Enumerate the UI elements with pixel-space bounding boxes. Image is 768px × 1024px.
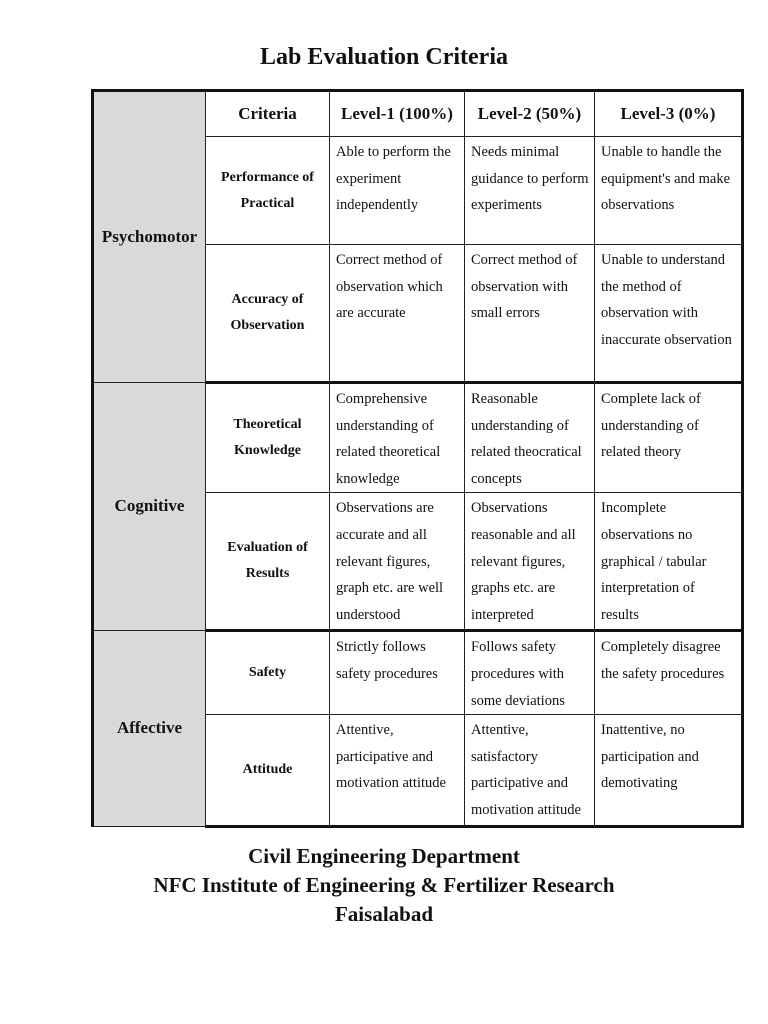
level-3-text: Complete lack of understanding of related theory (601, 391, 701, 461)
level-2-text: Needs minimal guidance to perform experiments (471, 144, 589, 214)
level-1-cell (330, 715, 465, 827)
table-row (93, 383, 743, 493)
group-psychomotor: Psychomotor (93, 91, 206, 383)
level-3-text: Unable to understand the method of observation with inaccurate observation (601, 252, 732, 348)
level-3-cell (595, 631, 743, 715)
level-2-text: Attentive, satisfactory participative and motivation attitude (471, 722, 581, 818)
level-3-text: Incomplete observations no graphical / tabular interpretation of results (601, 500, 707, 623)
level-2-text: Observations reasonable and all relevant figures, graphs etc. are interpreted (471, 500, 576, 623)
criterion-cell: Evaluation of Results (206, 493, 330, 631)
criterion-cell: Attitude (206, 715, 330, 827)
level-3-cell (595, 383, 743, 493)
footer (0, 842, 768, 929)
level-1-text: Able to perform the experiment independently (336, 144, 451, 214)
criterion-cell: Accuracy of Observation (206, 245, 330, 383)
header-level-1: Level-1 (100%) (330, 91, 465, 137)
table-row (93, 631, 743, 715)
level-2-cell (465, 383, 595, 493)
level-2-text: Correct method of observation with small errors (471, 252, 578, 322)
group-affective: Affective (93, 631, 206, 827)
level-2-text: Reasonable understanding of related theocratical concepts (471, 391, 582, 487)
city-name: Faisalabad (334, 902, 434, 926)
criterion-cell: Theoretical Knowledge (206, 383, 330, 493)
level-3-cell (595, 137, 743, 245)
level-1-cell (330, 245, 465, 383)
institute-name: NFC Institute of Engineering & Fertilizer Research (153, 873, 615, 897)
level-3-cell (595, 715, 743, 827)
level-1-text: Comprehensive understanding of related theoretical knowledge (336, 391, 441, 487)
level-1-text: Correct method of observation which are accurate (336, 252, 443, 322)
level-1-text: Observations are accurate and all relevant figures, graph etc. are well understood (336, 500, 444, 623)
level-3-text: Completely disagree the safety procedures (601, 639, 725, 682)
department-name: Civil Engineering Department (248, 844, 520, 868)
level-3-cell (595, 245, 743, 383)
level-2-cell (465, 137, 595, 245)
header-level-2: Level-2 (50%) (465, 91, 595, 137)
header-criteria: Criteria (206, 91, 330, 137)
header-row (93, 91, 743, 137)
level-1-cell (330, 383, 465, 493)
level-2-text: Follows safety procedures with some deviations (471, 639, 565, 709)
level-1-cell (330, 493, 465, 631)
level-2-cell (465, 245, 595, 383)
page-title: Lab Evaluation Criteria (259, 44, 508, 70)
header-level-3: Level-3 (0%) (595, 91, 743, 137)
criterion-cell: Performance of Practical (206, 137, 330, 245)
level-2-cell (465, 715, 595, 827)
level-1-text: Attentive, participative and motivation attitude (336, 722, 446, 792)
level-3-text: Inattentive, no participation and demotivating (601, 722, 699, 792)
level-3-cell (595, 493, 743, 631)
level-1-cell (330, 631, 465, 715)
level-2-cell (465, 631, 595, 715)
level-2-cell (465, 493, 595, 631)
evaluation-table (91, 89, 744, 828)
level-1-cell (330, 137, 465, 245)
group-cognitive: Cognitive (93, 383, 206, 631)
level-1-text: Strictly follows safety procedures (336, 639, 438, 682)
criterion-cell: Safety (206, 631, 330, 715)
level-3-text: Unable to handle the equipment's and make observations (601, 144, 731, 214)
